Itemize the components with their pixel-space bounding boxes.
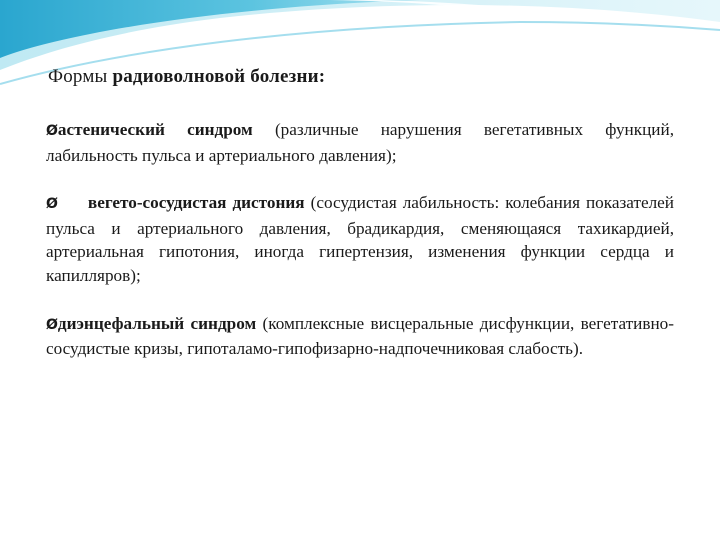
- list-item: [46, 191, 674, 287]
- item-term: диэнцефальный синдром: [57, 313, 257, 333]
- list-item: [46, 312, 674, 361]
- item-text: (комплексные висцеральные дисфункции, вегетативно-сосудистые кризы, гипоталамо-гипофизарно-надпочечниковая слабость).: [46, 313, 674, 359]
- arrow-right-icon: Ø: [46, 123, 58, 139]
- item-text: (сосудистая лабильность: колебания показателей пульса и артериального давления, брадикардия, сменяющаяся тахикардией, артериальная гипотония, иногда гипертензия, изменения функции сердца и капилляров);: [46, 193, 675, 285]
- title-prefix: Формы: [48, 66, 108, 87]
- item-term: астенический синдром: [57, 120, 253, 139]
- title-bold: радиоволновой болезни:: [112, 66, 326, 87]
- list-item: [46, 118, 674, 167]
- item-term: вегето-сосудистая дистония: [87, 193, 305, 213]
- slide-title: [48, 66, 325, 88]
- header-wave-decoration: [0, 0, 720, 110]
- arrow-right-icon: Ø: [46, 316, 58, 333]
- item-text: (различные нарушения вегетативных функций, лабильность пульса и артериального давления);: [46, 120, 674, 165]
- bullet-list: [46, 118, 674, 385]
- arrow-right-icon: Ø: [46, 196, 58, 213]
